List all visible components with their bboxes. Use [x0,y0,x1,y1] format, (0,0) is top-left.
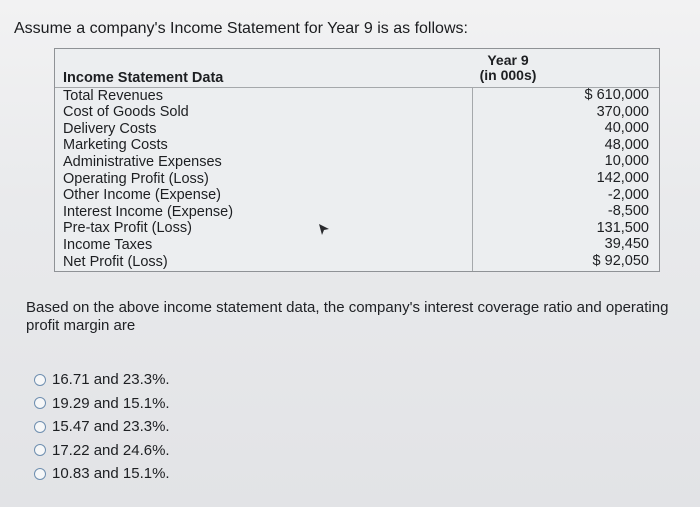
row-label: Delivery Costs [63,120,157,137]
column-header-year: Year 9 [487,52,529,68]
row-value: $ 610,000 [584,87,649,103]
answer-options [34,368,170,486]
answer-option-label: 10.83 and 15.1%. [52,465,170,483]
row-value: 370,000 [596,103,649,120]
column-divider [472,87,473,271]
column-header-units: (in 000s) [479,67,537,83]
row-value: 40,000 [604,120,649,137]
row-value: -2,000 [607,186,649,203]
radio-button[interactable] [34,421,46,433]
row-label: Cost of Goods Sold [63,104,189,121]
answer-option-label: 19.29 and 15.1%. [52,394,170,412]
radio-button[interactable] [34,374,46,386]
row-label: Interest Income (Expense) [63,203,234,220]
answer-option[interactable] [34,439,170,463]
radio-button[interactable] [34,444,46,456]
row-label: Marketing Costs [63,137,168,154]
answer-option-label: 17.22 and 24.6%. [52,441,170,459]
radio-button[interactable] [34,397,46,409]
question-text: Based on the above income statement data, the company's interest coverage ratio and operating profit margin are [26,299,669,334]
row-label: Total Revenues [63,87,163,104]
column-header [475,53,541,83]
answer-option[interactable] [34,368,170,392]
row-value: -8,500 [607,203,649,220]
row-values [584,87,649,270]
row-label: Pre-tax Profit (Loss) [63,220,192,237]
answer-option[interactable] [34,392,170,416]
row-value: 48,000 [604,136,649,153]
table-title: Income Statement Data [63,70,224,86]
row-label: Income Taxes [63,236,153,253]
radio-button[interactable] [34,468,46,480]
row-label: Other Income (Expense) [63,187,221,204]
row-label: Administrative Expenses [63,153,222,170]
row-value: 142,000 [596,169,649,186]
answer-option[interactable] [34,462,170,486]
question-heading: Assume a company's Income Statement for Year 9 is as follows: [14,20,468,37]
row-value: 39,450 [604,236,649,253]
answer-option[interactable] [34,415,170,439]
answer-option-label: 16.71 and 23.3%. [52,371,170,389]
answer-option-label: 15.47 and 23.3%. [52,418,170,436]
row-label: Operating Profit (Loss) [63,170,209,187]
row-value: 131,500 [596,219,649,236]
row-labels [63,70,233,270]
row-value: $ 92,050 [592,252,649,269]
row-label: Net Profit (Loss) [63,253,168,270]
row-value: 10,000 [604,153,649,170]
mouse-pointer-icon [318,223,330,237]
income-statement-table [54,48,660,272]
